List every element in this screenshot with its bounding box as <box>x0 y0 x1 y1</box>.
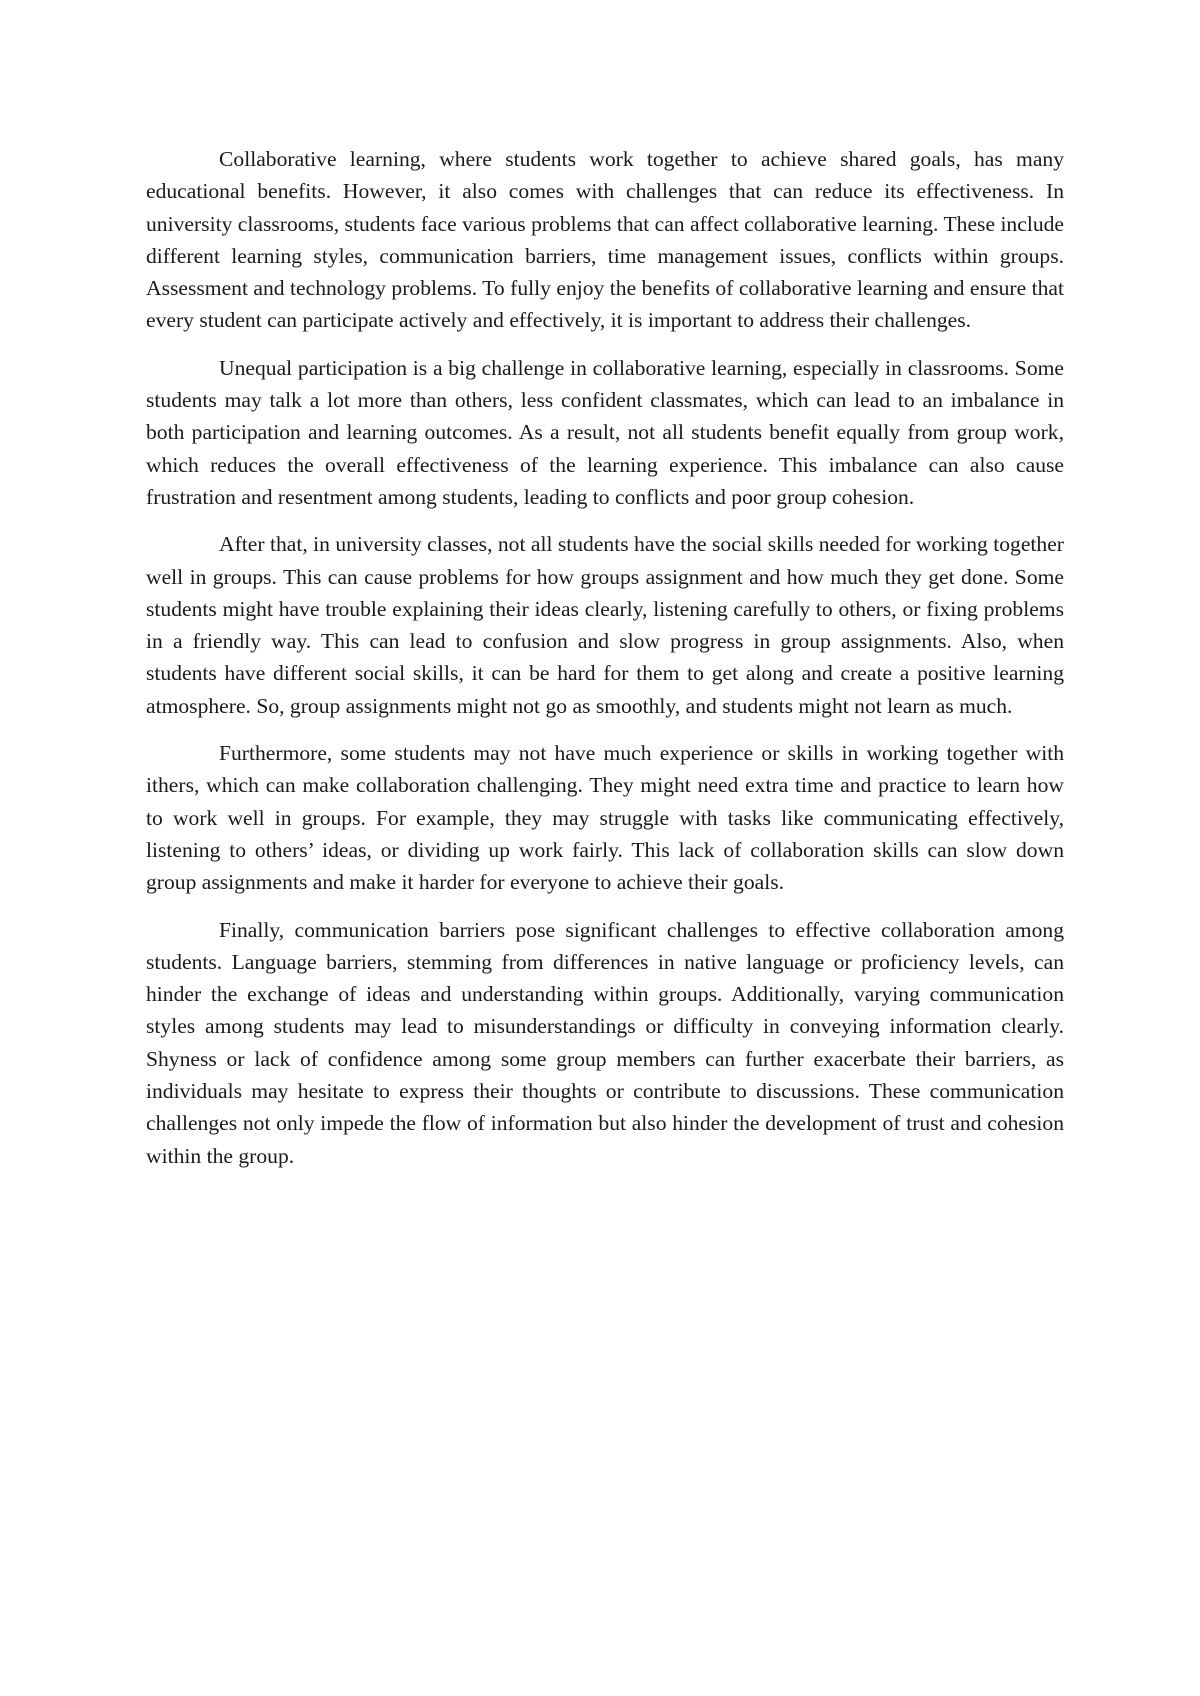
paragraph-unequal-participation: Unequal participation is a big challenge in collaborative learning, especially in classrooms. Some students may talk a lot more than others, less confident classmates, which can lead to an imbalance in both participation and learning outcomes. As a result, not all students benefit equally from group work, which reduces the overall effectiveness of the learning experience. This imbalance can also cause frustration and resentment among students, leading to conflicts and poor group cohesion. <box>146 355 1064 509</box>
paragraph-collaboration-skills: Furthermore, some students may not have much experience or skills in working together with ithers, which can make collaboration challenging. They might need extra time and practice to learn how to work well in groups. For example, they may struggle with tasks like communicating effectively, listening to others’ ideas, or dividing up work fairly. This lack of collaboration skills can slow down group assignments and make it harder for everyone to achieve their goals. <box>146 741 1064 895</box>
paragraph-intro: Collaborative learning, where students work together to achieve shared goals, has many educational benefits. However, it also comes with challenges that can reduce its effectiveness. In university classrooms, students face various problems that can affect collaborative learning. These include different learning styles, communication barriers, time management issues, conflicts within groups. Assessment and technology problems. To fully enjoy the benefits of collaborative learning and ensure that every student can participate actively and effectively, it is important to address their challenges. <box>146 147 1064 333</box>
document-body <box>146 143 1064 1172</box>
paragraph-communication-barriers: Finally, communication barriers pose significant challenges to effective collaboration among students. Language barriers, stemming from differences in native language or proficiency levels, can hinder the exchange of ideas and understanding within groups. Additionally, varying communication styles among students may lead to misunderstandings or difficulty in conveying information clearly. Shyness or lack of confidence among some group members can further exacerbate their barriers, as individuals may hesitate to express their thoughts or contribute to discussions. These communication challenges not only impede the flow of information but also hinder the development of trust and cohesion within the group. <box>146 917 1064 1168</box>
paragraph-social-skills: After that, in university classes, not all students have the social skills needed for working together well in groups. This can cause problems for how groups assignment and how much they get done. Some students might have trouble explaining their ideas clearly, listening carefully to others, or fixing problems in a friendly way. This can lead to confusion and slow progress in group assignments. Also, when students have different social skills, it can be hard for them to get along and create a positive learning atmosphere. So, group assignments might not go as smoothly, and students might not learn as much. <box>146 532 1064 718</box>
